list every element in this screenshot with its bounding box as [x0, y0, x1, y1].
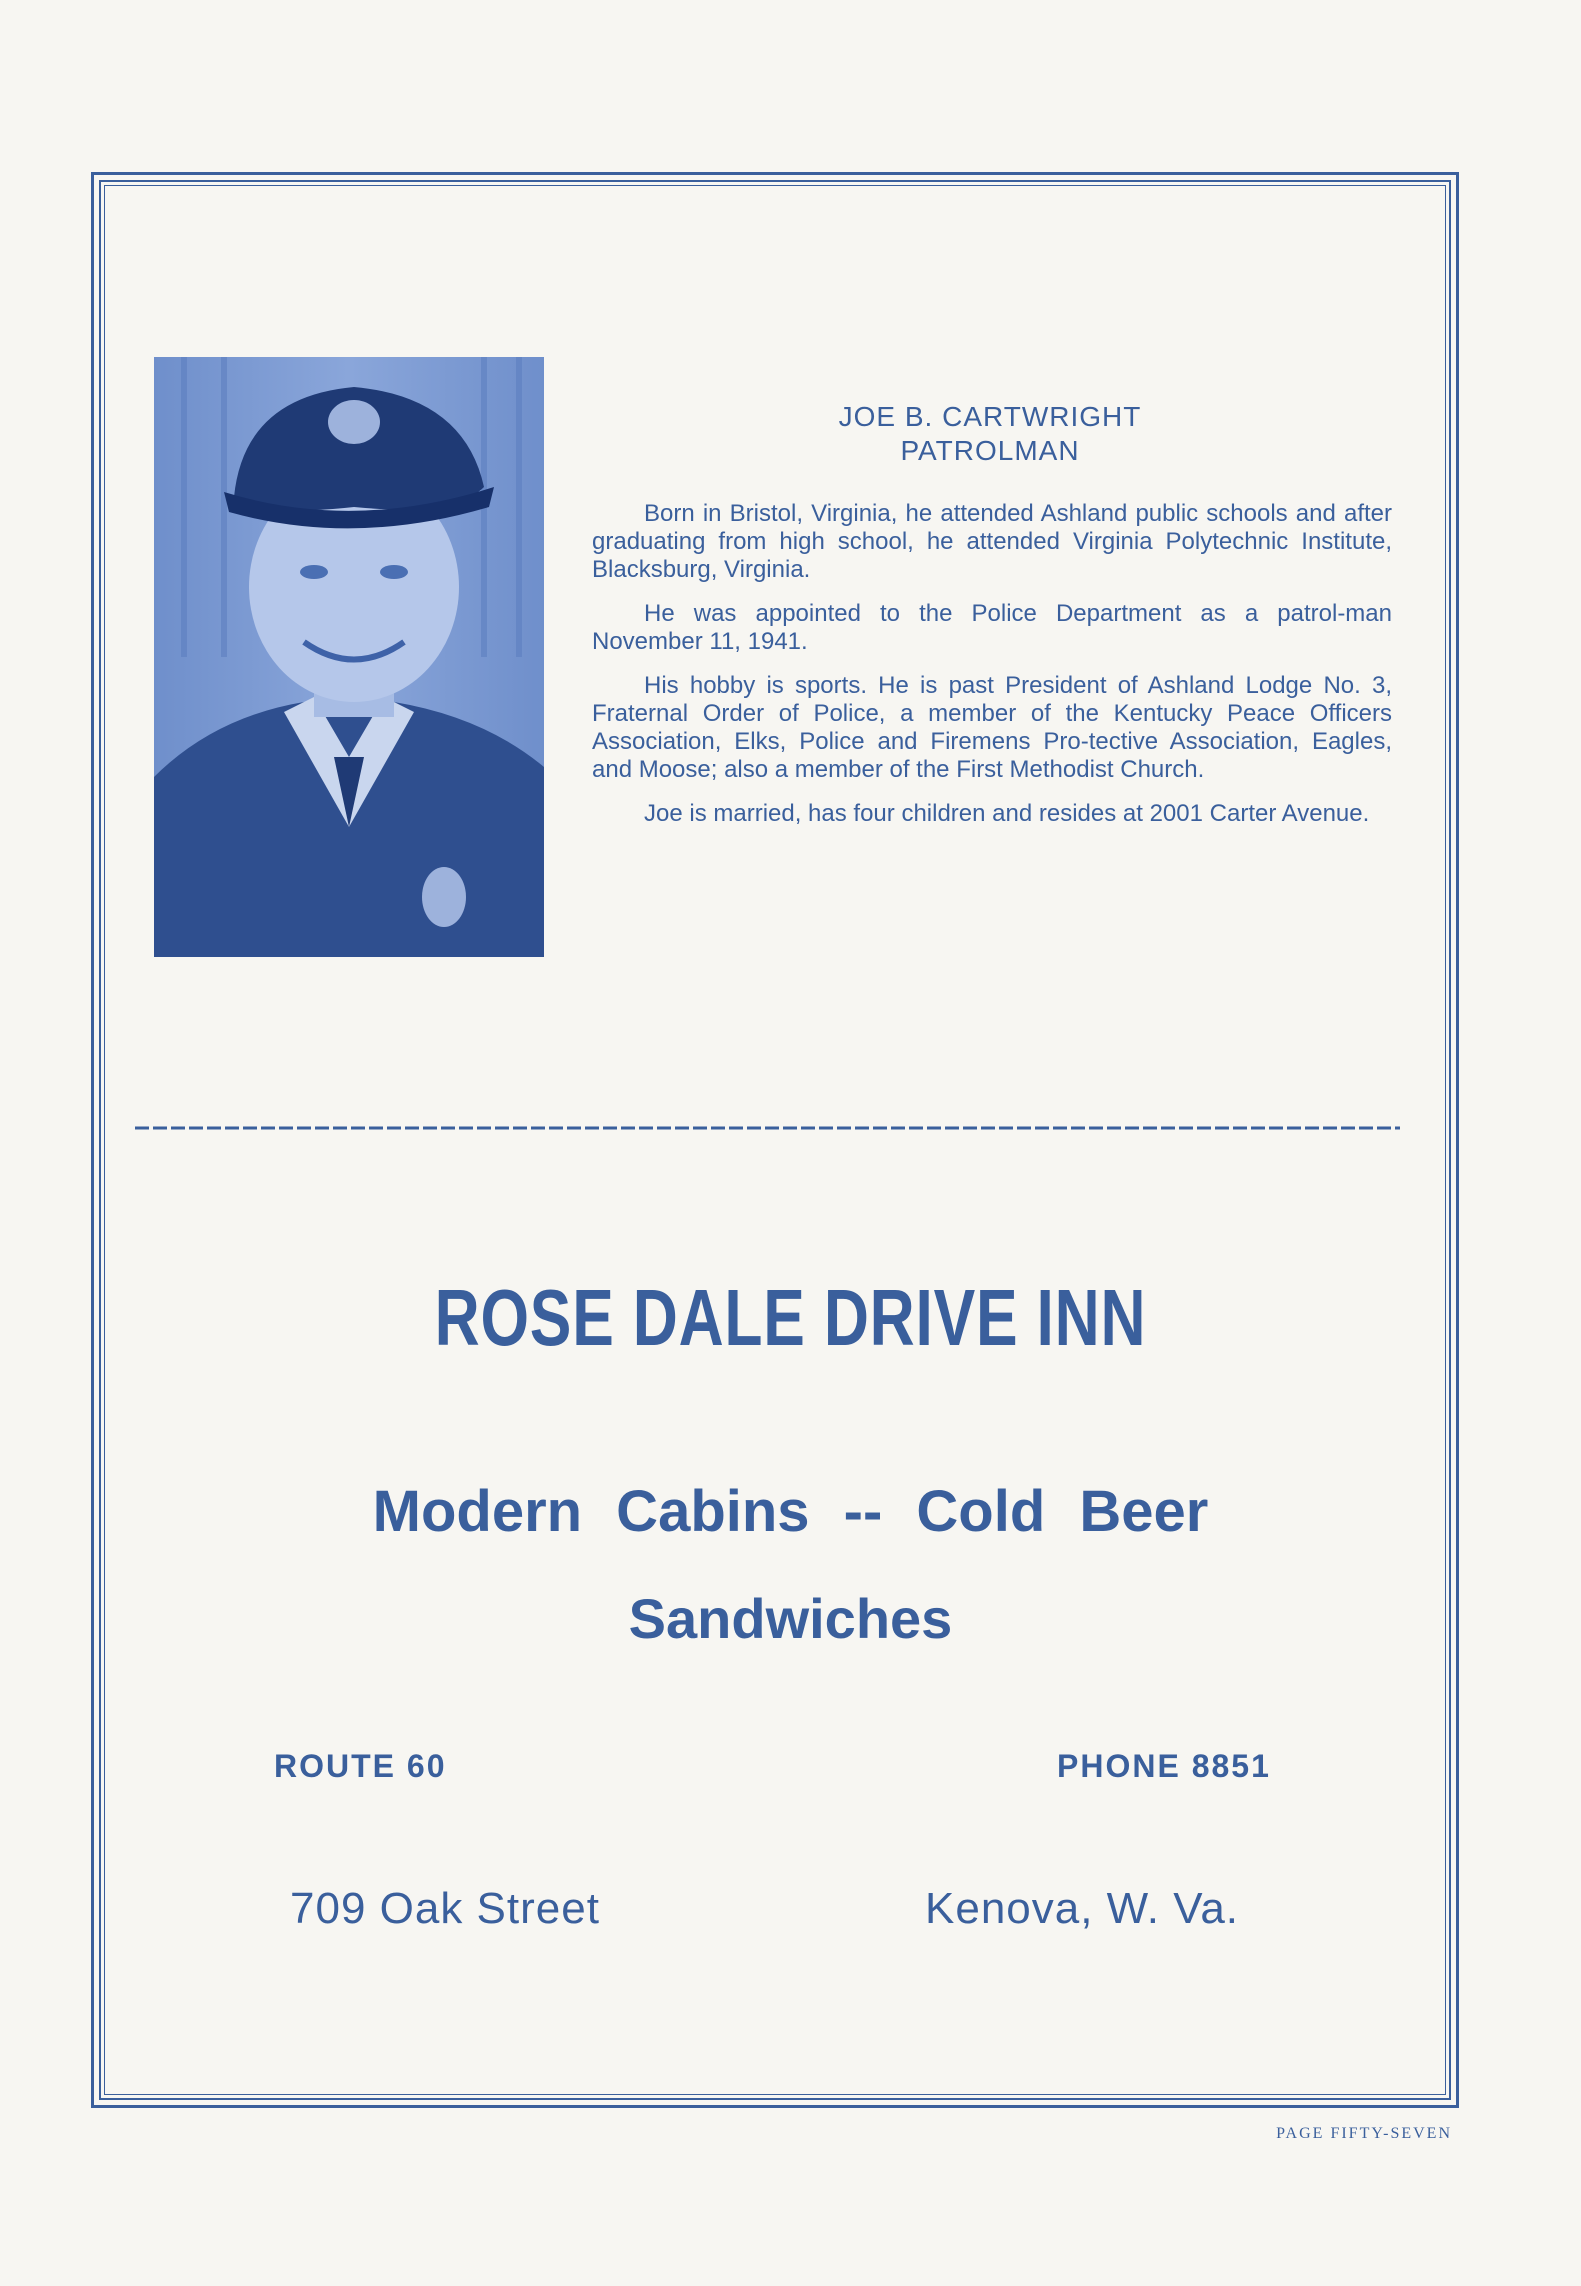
- officer-name: JOE B. CARTWRIGHT: [838, 401, 1142, 432]
- ad-address: 709 Oak Street: [290, 1884, 600, 1933]
- officer-portrait-icon: [154, 357, 544, 957]
- ad-sandwiches-line: Sandwiches: [628, 1587, 953, 1650]
- officer-photo: [154, 357, 544, 957]
- officer-biography: [592, 500, 1392, 844]
- officer-title: PATROLMAN: [900, 435, 1080, 466]
- bio-paragraph: He was appointed to the Police Department as a patrol-man November 11, 1941.: [592, 600, 1392, 655]
- ad-phone: PHONE 8851: [1057, 1748, 1271, 1784]
- page-number: PAGE FIFTY-SEVEN: [1276, 2125, 1452, 2142]
- ad-business-name: ROSE DALE DRIVE INN: [434, 1273, 1147, 1362]
- bio-paragraph: His hobby is sports. He is past President of Ashland Lodge No. 3, Fraternal Order of Police, a member of the Kentucky Peace Officers Association, Elks, Police and Firemens Pro-tective Association, Eagles, and Moose; also a member of the First Methodist Church.: [592, 672, 1392, 783]
- ad-route: ROUTE 60: [274, 1748, 447, 1784]
- dashed-divider: [135, 1124, 1400, 1132]
- ad-offerings-line: Modern Cabins -- Cold Beer: [372, 1479, 1209, 1544]
- bio-paragraph: Born in Bristol, Virginia, he attended Ashland public schools and after graduating from high school, he attended Virginia Polytechnic Institute, Blacksburg, Virginia.: [592, 500, 1392, 583]
- bio-paragraph: Joe is married, has four children and resides at 2001 Carter Avenue.: [644, 800, 1370, 827]
- officer-heading: [590, 400, 1390, 468]
- ad-city: Kenova, W. Va.: [925, 1884, 1240, 1933]
